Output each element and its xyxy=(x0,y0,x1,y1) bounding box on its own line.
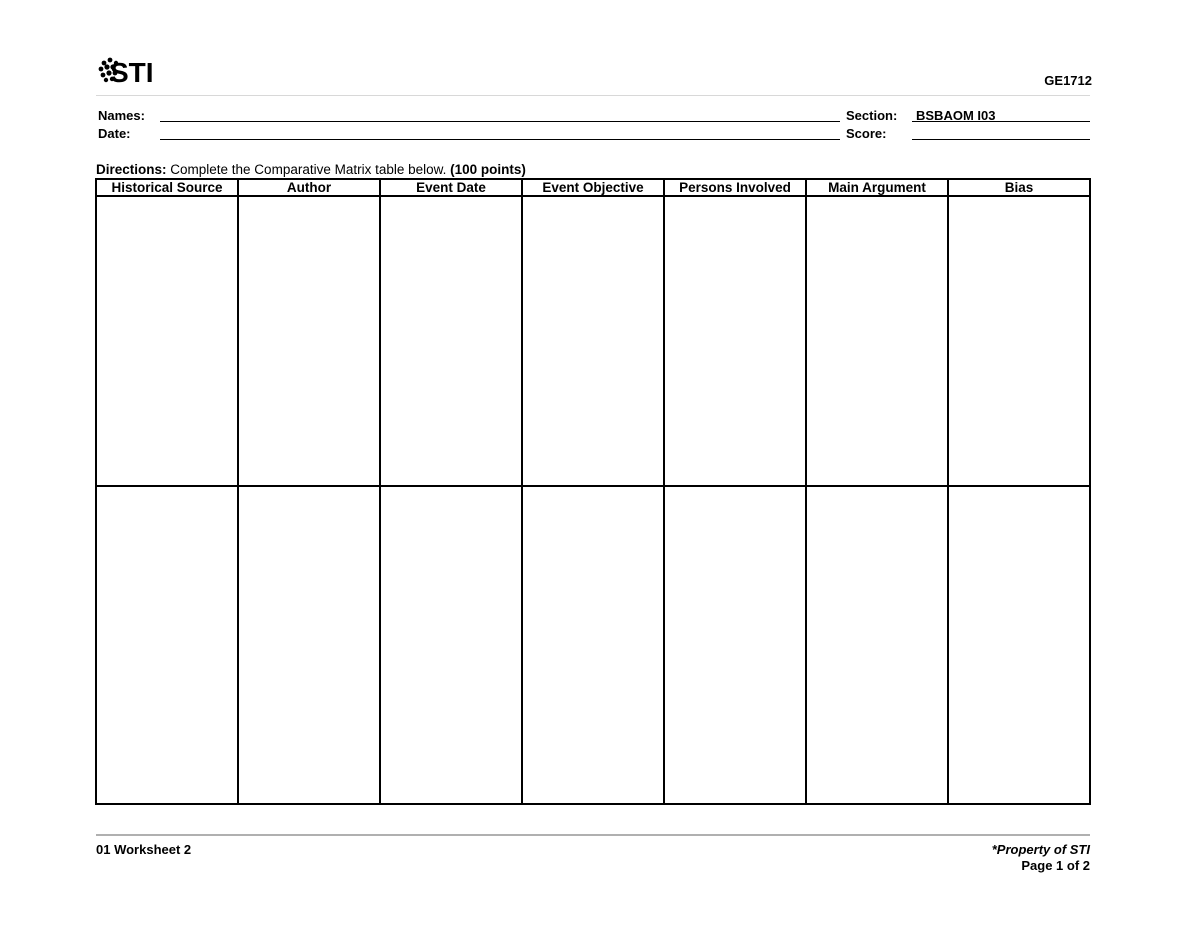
table-cell[interactable] xyxy=(522,486,664,804)
table-cell[interactable] xyxy=(380,196,522,486)
table-header-row xyxy=(96,179,1090,196)
column-header-persons-involved: Persons Involved xyxy=(664,179,806,196)
table-cell[interactable] xyxy=(238,196,380,486)
table-cell[interactable] xyxy=(238,486,380,804)
column-header-main-argument: Main Argument xyxy=(806,179,948,196)
footer-divider xyxy=(96,834,1090,836)
directions-points: (100 points) xyxy=(450,162,526,177)
property-notice: *Property of STI xyxy=(991,842,1090,857)
table-cell[interactable] xyxy=(664,196,806,486)
table-cell[interactable] xyxy=(806,486,948,804)
header-divider xyxy=(96,95,1090,96)
svg-text:STI: STI xyxy=(110,57,154,88)
table-cell[interactable] xyxy=(522,196,664,486)
table-cell[interactable] xyxy=(664,486,806,804)
sti-logo xyxy=(96,54,166,88)
column-header-event-objective: Event Objective xyxy=(522,179,664,196)
table-cell[interactable] xyxy=(380,486,522,804)
names-field[interactable] xyxy=(160,121,840,122)
table-cell[interactable] xyxy=(96,196,238,486)
date-field[interactable] xyxy=(160,139,840,140)
column-header-event-date: Event Date xyxy=(380,179,522,196)
names-label: Names: xyxy=(98,108,145,123)
footer-right xyxy=(992,842,1090,874)
section-label: Section: xyxy=(846,108,898,123)
comparative-matrix-table xyxy=(95,178,1091,805)
score-label: Score: xyxy=(846,126,887,141)
table-cell[interactable] xyxy=(806,196,948,486)
section-field[interactable] xyxy=(912,121,1090,122)
column-header-historical-source: Historical Source xyxy=(96,179,238,196)
table-cell[interactable] xyxy=(948,196,1090,486)
directions xyxy=(96,162,526,177)
directions-text: Complete the Comparative Matrix table below. xyxy=(166,162,451,177)
date-label: Date: xyxy=(98,126,131,141)
table-row xyxy=(96,196,1090,486)
table-cell[interactable] xyxy=(948,486,1090,804)
document-code: GE1712 xyxy=(1044,73,1092,88)
column-header-bias: Bias xyxy=(948,179,1090,196)
table-cell[interactable] xyxy=(96,486,238,804)
worksheet-label: 01 Worksheet 2 xyxy=(96,842,192,857)
directions-label: Directions: xyxy=(96,162,167,177)
section-value: BSBAOM I03 xyxy=(916,108,996,123)
table-row xyxy=(96,486,1090,804)
score-field[interactable] xyxy=(912,139,1090,140)
page-number: Page 1 of 2 xyxy=(1021,858,1090,873)
column-header-author: Author xyxy=(238,179,380,196)
